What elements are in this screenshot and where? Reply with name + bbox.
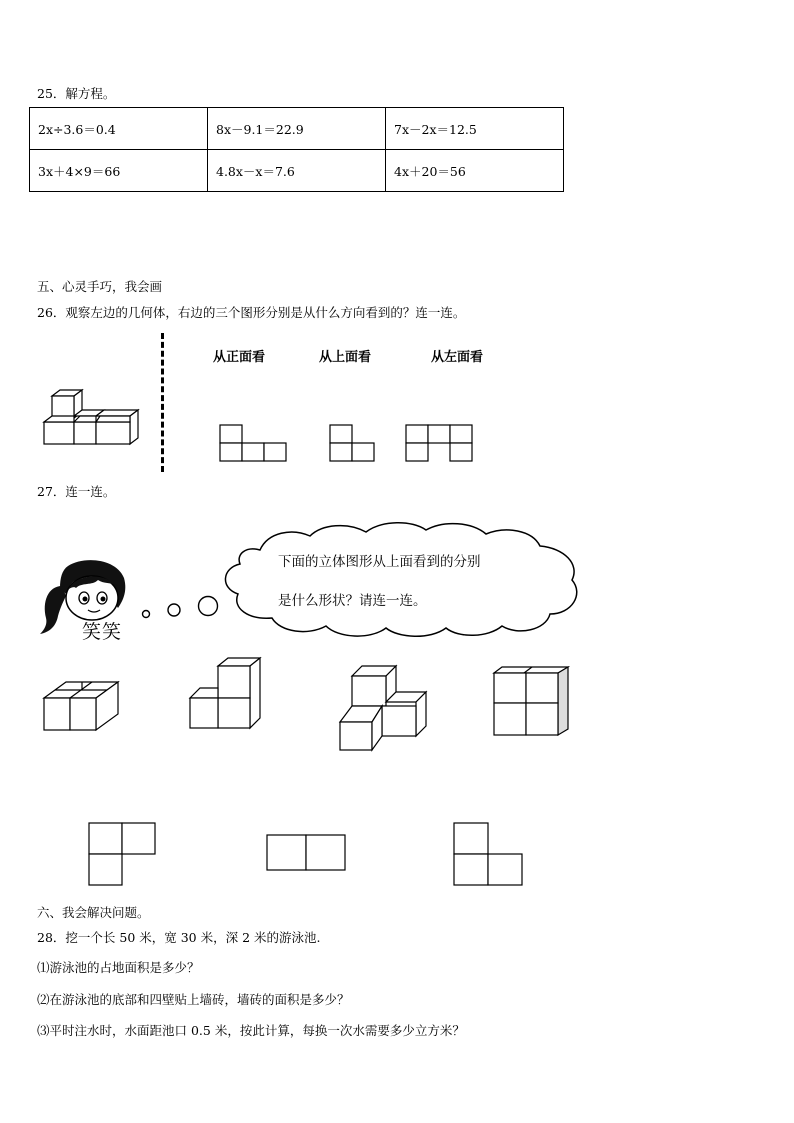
- q26-solid-figure: [40, 388, 140, 448]
- q27-solid-4: [492, 665, 568, 737]
- girl-name-label: 笑笑: [82, 621, 123, 643]
- q26-view-shape-3: [405, 424, 473, 462]
- q26-title: 26．观察左边的几何体，右边的三个图形分别是从什么方向看到的？连一连。: [37, 305, 466, 320]
- equation-cell: 3x＋4×9＝66: [30, 150, 208, 192]
- view-label-left: 从左面看: [431, 350, 484, 365]
- bubble-text-line1: 下面的立体图形从上面看到的分别: [278, 554, 481, 570]
- equation-cell: 4.8x－x＝7.6: [208, 150, 386, 192]
- equation-cell: 7x－2x＝12.5: [386, 108, 564, 150]
- section5-title: 五、心灵手巧，我会画: [37, 279, 163, 294]
- q27-solid-3: [338, 664, 428, 752]
- equation-table: [29, 107, 564, 192]
- equation-cell: 4x＋20＝56: [386, 150, 564, 192]
- q28-sub2: ⑵在游泳池的底部和四壁贴上墙砖，墙砖的面积是多少？: [37, 992, 350, 1007]
- section6-title: 六、我会解决问题。: [37, 905, 150, 920]
- view-label-top: 从上面看: [319, 350, 372, 365]
- q27-title: 27．连一连。: [37, 484, 116, 499]
- speech-cloud: [220, 520, 582, 640]
- equation-cell: 2x÷3.6＝0.4: [30, 108, 208, 150]
- divider-dashed: [161, 333, 164, 472]
- thought-bubbles: [138, 592, 222, 622]
- q27-top-view-3: [453, 822, 525, 886]
- q27-top-view-1: [88, 822, 158, 886]
- q28-sub1: ⑴游泳池的占地面积是多少？: [37, 960, 200, 975]
- q28-title: 28．挖一个长 50 米，宽 30 米，深 2 米的游泳池.: [37, 930, 321, 945]
- table-row: [30, 150, 564, 192]
- q27-solid-2: [188, 656, 264, 730]
- q27-top-view-2: [266, 834, 346, 872]
- q26-view-shape-1: [219, 424, 287, 462]
- equation-cell: 8x－9.1＝22.9: [208, 108, 386, 150]
- bubble-text-line2: 是什么形状？请连一连。: [278, 593, 427, 609]
- q28-sub3: ⑶平时注水时，水面距池口 0.5 米，按此计算，每换一次水需要多少立方米？: [37, 1023, 465, 1038]
- q27-solid-1: [42, 676, 122, 732]
- view-label-front: 从正面看: [213, 350, 266, 365]
- table-row: [30, 108, 564, 150]
- q25-title: 25．解方程。: [37, 86, 116, 101]
- q26-view-shape-2: [329, 424, 375, 462]
